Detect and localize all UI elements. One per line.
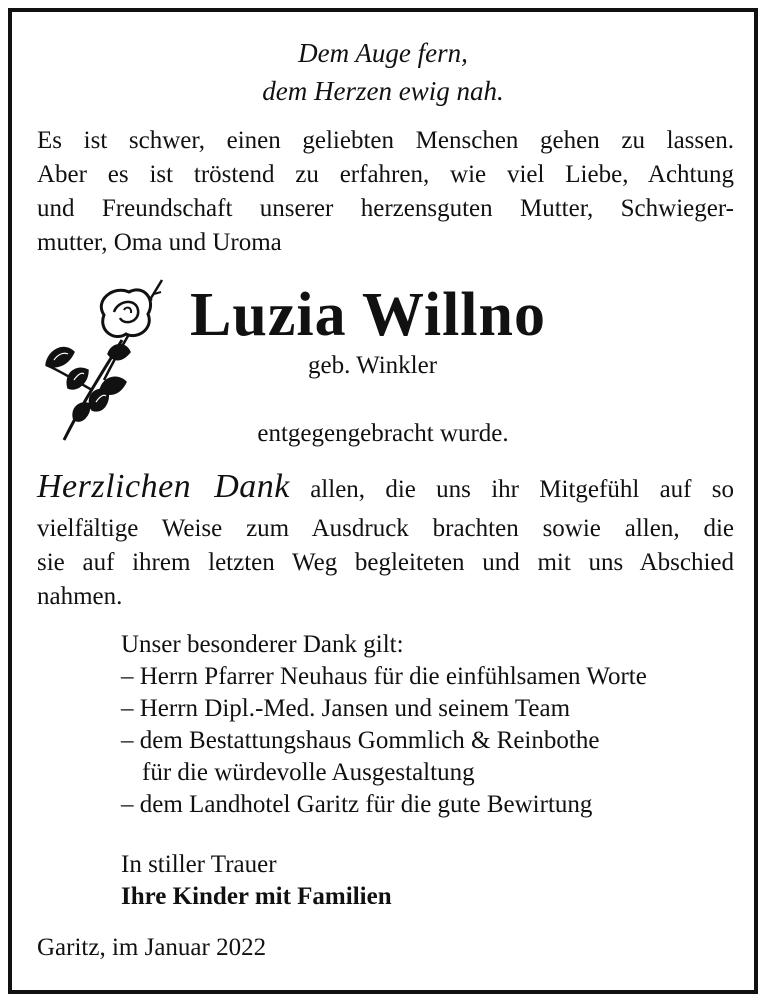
list-item: – dem Landhotel Garitz für die gute Bewirtung [121,791,593,818]
signature [121,849,392,913]
signature-line-1: In stiller Trauer [121,851,277,878]
thanks-lead: Herzlichen Dank [37,468,290,505]
thanks-line-4: nahmen. [37,583,123,610]
after-name-text: entgegengebracht wurde. [257,420,509,447]
intro-line-4: mutter, Oma und Uroma [37,229,282,256]
thanks-line-3: sie auf ihrem letzten Weg begleiteten und mit uns Abschied [37,549,734,576]
intro-line-1: Es ist schwer, einen geliebten Menschen gehen zu lassen. [37,127,734,154]
list-item: für die würdevolle Ausgestaltung [142,759,475,786]
birth-name: geb. Winkler [308,352,438,379]
place-date: Garitz, im Januar 2022 [37,934,267,961]
signature-line-2: Ihre Kinder mit Familien [121,883,392,910]
special-thanks-list [121,629,647,821]
motto-line-2: dem Herzen ewig nah. [262,76,504,106]
intro-line-3: und Freundschaft unserer herzensguten Mutter, Schwieger- [37,195,734,222]
motto-line-1: Dem Auge fern, [298,38,468,68]
thanks-line-2: vielfältige Weise zum Ausdruck brachten sowie allen, die [37,515,734,542]
thanks-line-1 [37,470,734,507]
list-item: – Herrn Pfarrer Neuhaus für die einfühlsamen Worte [121,663,647,690]
special-thanks-heading: Unser besonderer Dank gilt: [121,631,404,658]
list-item: – Herrn Dipl.-Med. Jansen und seinem Team [121,695,571,722]
intro-line-2: Aber es ist tröstend zu erfahren, wie viel Liebe, Achtung [37,161,734,188]
obituary-frame [8,8,758,994]
list-item: – dem Bestattungshaus Gommlich & Reinbothe [121,727,600,754]
thanks-line-1-rest: allen, die uns ihr Mitgefühl auf so [310,476,735,503]
deceased-name: Luzia Willno [190,281,546,349]
